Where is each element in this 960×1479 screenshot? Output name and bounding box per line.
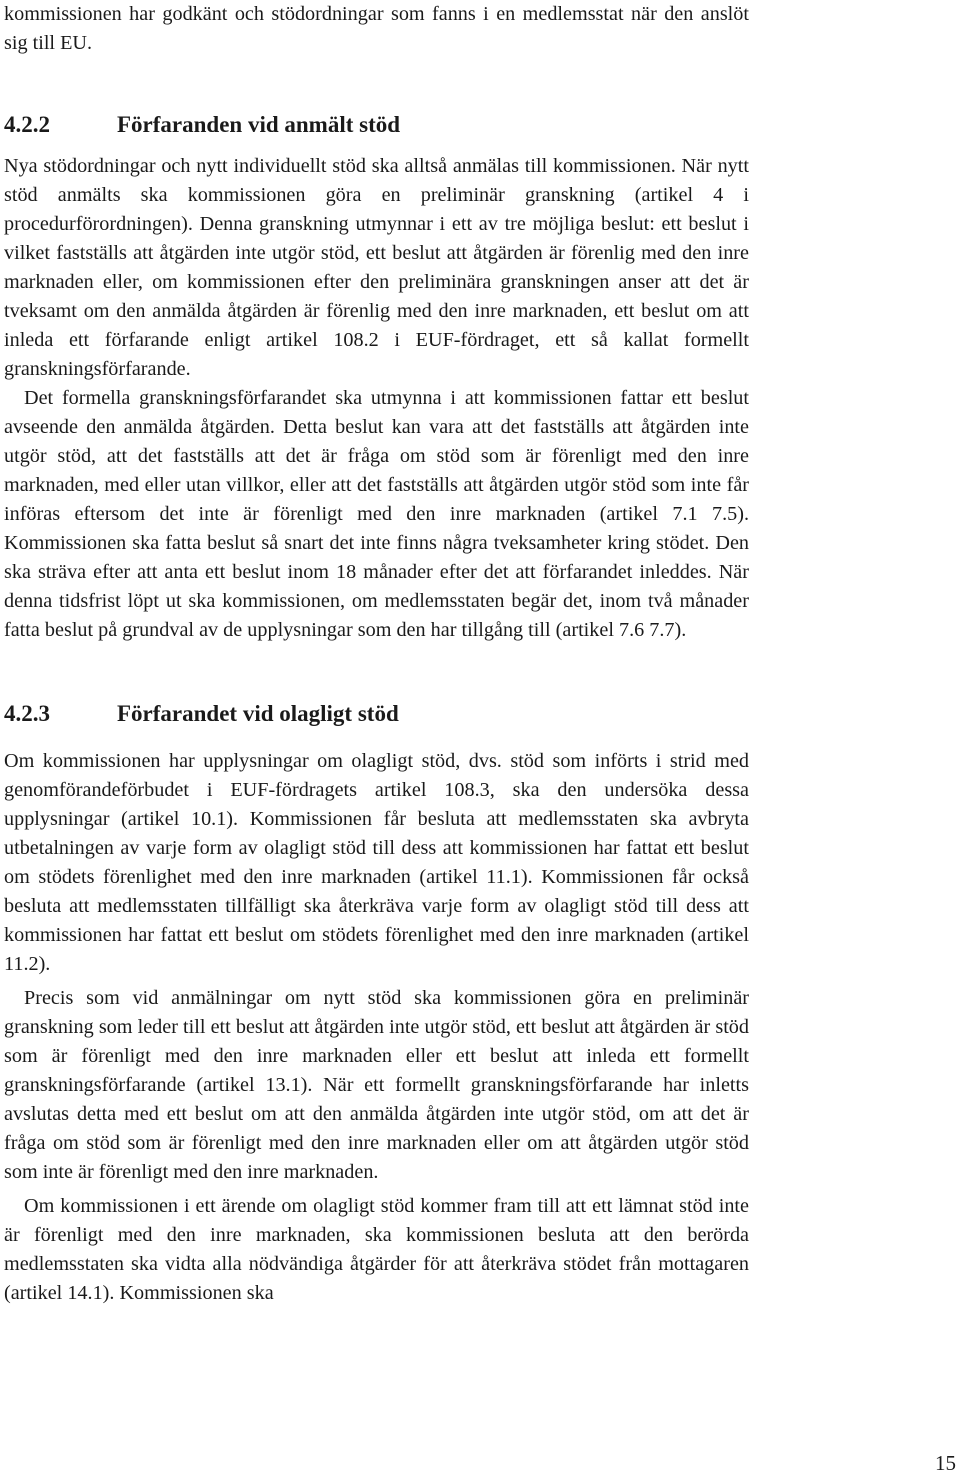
intro-paragraph: kommissionen har godkänt och stödordningar som fanns i en medlemsstat när den anslöt sig till EU. [4,3,749,54]
body-paragraph: Det formella granskningsförfarandet ska utmynna i att kommissionen fattar ett beslut avseende den anmälda åtgärden. Detta beslut kan vara att det fastställs att åtgärden inte utgör stöd, att det fastställs att det är fråga om stöd som är förenligt med den inre marknaden, med eller utan villkor, eller att det fastställs att åtgärden utgör stöd som inte får införas eftersom det inte är förenligt med den inre marknaden (artikel 7.1 7.5). Kommissionen ska fatta beslut så snart det inte finns några tveksamheter kring stödet. Den ska sträva efter att anta ett beslut inom 18 månader efter det att förfarandet inleddes. När denna tidsfrist löpt ut ska kommissionen, om medlemsstaten begär det, inom två månader fatta beslut på grundval av de upplysningar som den har tillgång till (artikel 7.6 7.7). [4,387,749,641]
section-title: Förfarandet vid olagligt stöd [117,701,399,726]
body-paragraph: Precis som vid anmälningar om nytt stöd ska kommissionen göra en preliminär granskning som leder till ett beslut att åtgärden inte utgör stöd, ett beslut att åtgärden är stöd som är förenligt med den inre marknaden eller ett beslut att inleda ett formellt granskningsförfarande (artikel 13.1). När ett formellt granskningsförfarande har inletts avslutas detta med ett beslut om att den anmälda åtgärden inte utgör stöd, om att det är fråga om stöd som är förenligt med den inre marknaden eller om att åtgärden utgör stöd som inte är förenligt med den inre marknaden. [4,987,749,1183]
document-page [4,0,749,1308]
section-heading-4-2-2 [4,110,749,140]
section-title: Förfaranden vid anmält stöd [117,112,401,137]
section-heading-4-2-3 [4,699,749,729]
body-paragraph: Om kommissionen i ett ärende om olagligt stöd kommer fram till att ett lämnat stöd inte är förenligt med den inre marknaden, ska kommissionen besluta att den berörda medlemsstaten ska vidta alla nödvändiga åtgärder för att återkräva stödet från mottagaren (artikel 14.1). Kommissionen ska [4,1195,749,1304]
section-number: 4.2.3 [4,701,50,726]
body-paragraph: Om kommissionen har upplysningar om olagligt stöd, dvs. stöd som införts i strid med genomförandeförbudet i EUF-fördragets artikel 108.3, ska den undersöka dessa upplysningar (artikel 10.1). Kommissionen får besluta att medlemsstaten ska avbryta utbetalningen av varje form av olagligt stöd till dess att kommissionen har fattat ett beslut om stödets förenlighet med den inre marknaden (artikel 11.1). Kommissionen får också besluta att medlemsstaten tillfälligt ska återkräva varje form av olagligt stöd till dess att kommissionen har fattat ett beslut om stödets förenlighet med den inre marknaden (artikel 11.2). [4,750,749,975]
page-number: 15 [935,1451,956,1475]
body-paragraph: Nya stödordningar och nytt individuellt stöd ska alltså anmälas till kommissionen. När nytt stöd anmälts ska kommissionen göra en preliminär granskning (artikel 4 i procedurförordningen). Denna granskning utmynnar i ett av tre möjliga beslut: ett beslut i vilket fastställs att åtgärden inte utgör stöd, ett beslut att åtgärden är förenlig med den inre marknaden eller, om kommissionen efter den preliminära granskningen anser att det är tveksamt om den anmälda åtgärden är förenlig med den inre marknaden, ett beslut om att inleda ett förfarande enligt artikel 108.2 i EUF-fördraget, ett så kallat formellt granskningsförfarande. [4,155,749,380]
section-number: 4.2.2 [4,112,50,137]
